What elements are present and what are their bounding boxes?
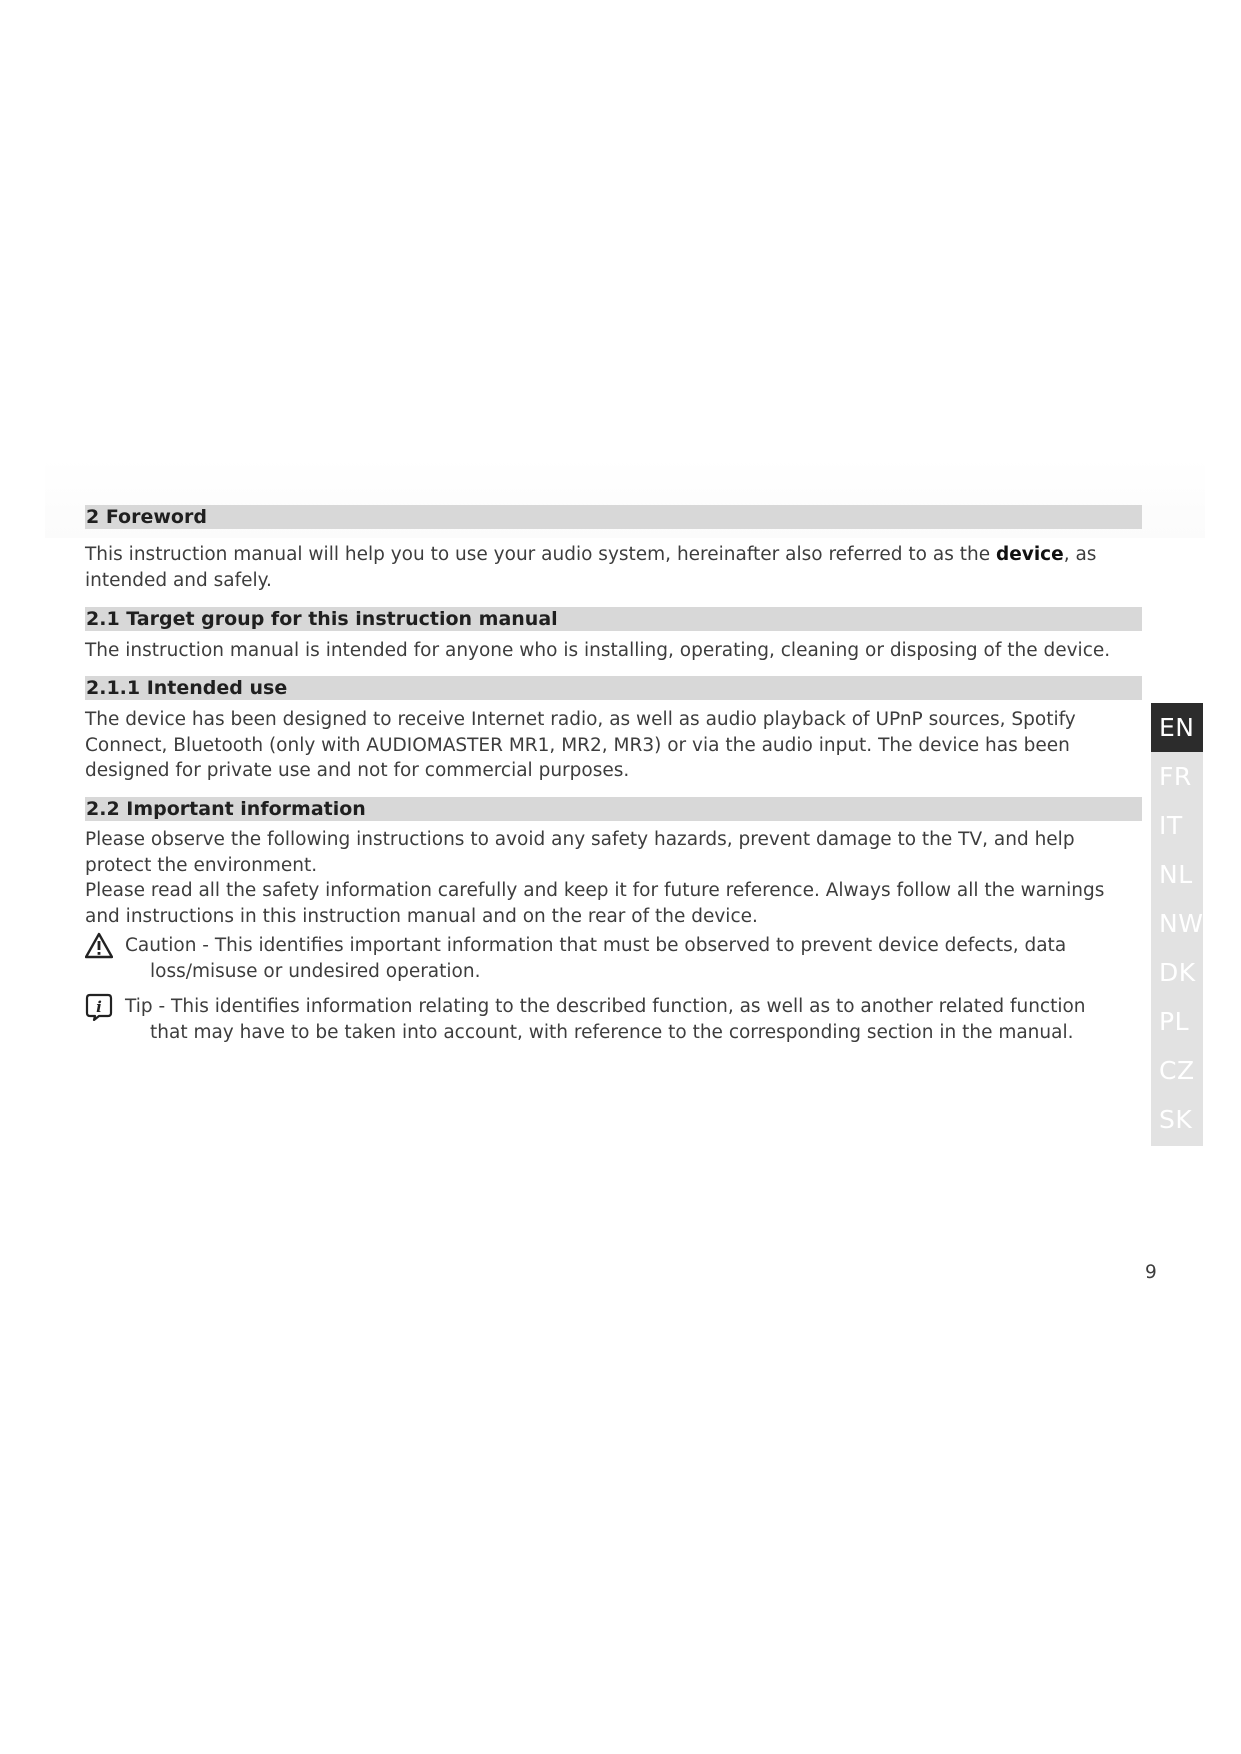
language-tab-fr[interactable]: FR [1159, 762, 1192, 791]
target-group-text: The instruction manual is intended for anyone who is installing, operating, cleaning or disposing of the device. [85, 640, 1111, 661]
heading-foreword: 2 Foreword [85, 505, 1142, 529]
page-number: 9 [1145, 1262, 1157, 1283]
svg-text:i: i [96, 998, 102, 1016]
heading-intended-use: 2.1.1 Intended use [85, 676, 1142, 700]
foreword-text: This instruction manual will help you to use your audio system, hereinafter also referred to as the device, as intended and safely. [85, 544, 1097, 591]
language-tab-dk[interactable]: DK [1159, 958, 1196, 987]
heading-important-info: 2.2 Important information [85, 797, 1142, 821]
language-tab-pl[interactable]: PL [1159, 1007, 1190, 1036]
language-tab-en[interactable]: EN [1151, 703, 1203, 752]
tip-text: Tip - This identifies information relating to the described function, as well as to another related function that may have to be taken into account, with reference to the corresponding section in the manual. [125, 996, 1086, 1043]
language-tab-cz[interactable]: CZ [1159, 1056, 1195, 1085]
caution-text: Caution - This identifies important information that must be observed to prevent device defects, data loss/misuse or undesired operation. [125, 935, 1067, 982]
info-icon [85, 993, 113, 1021]
language-tab-nw[interactable]: NW [1159, 909, 1204, 938]
warning-triangle-icon [85, 932, 113, 960]
language-tab-sk[interactable]: SK [1159, 1105, 1193, 1134]
important-info-text-1: Please observe the following instructions to avoid any safety hazards, prevent damage to the TV, and help protect the environment. [85, 829, 1075, 876]
language-tab-bar [1151, 703, 1203, 1146]
language-tab-it[interactable]: IT [1159, 811, 1183, 840]
language-tab-nl[interactable]: NL [1159, 860, 1193, 889]
important-info-text-2: Please read all the safety information carefully and keep it for future reference. Always follow all the warnings and instructions in this instruction manual and on the rear of the device. [85, 880, 1105, 927]
heading-target-group: 2.1 Target group for this instruction manual [85, 607, 1142, 631]
intended-use-text: The device has been designed to receive Internet radio, as well as audio playback of UPnP sources, Spotify Connect, Bluetooth (only with AUDIOMASTER MR1, MR2, MR3) or via the audio input. The device has been designed for private use and not for commercial purposes. [85, 709, 1076, 781]
